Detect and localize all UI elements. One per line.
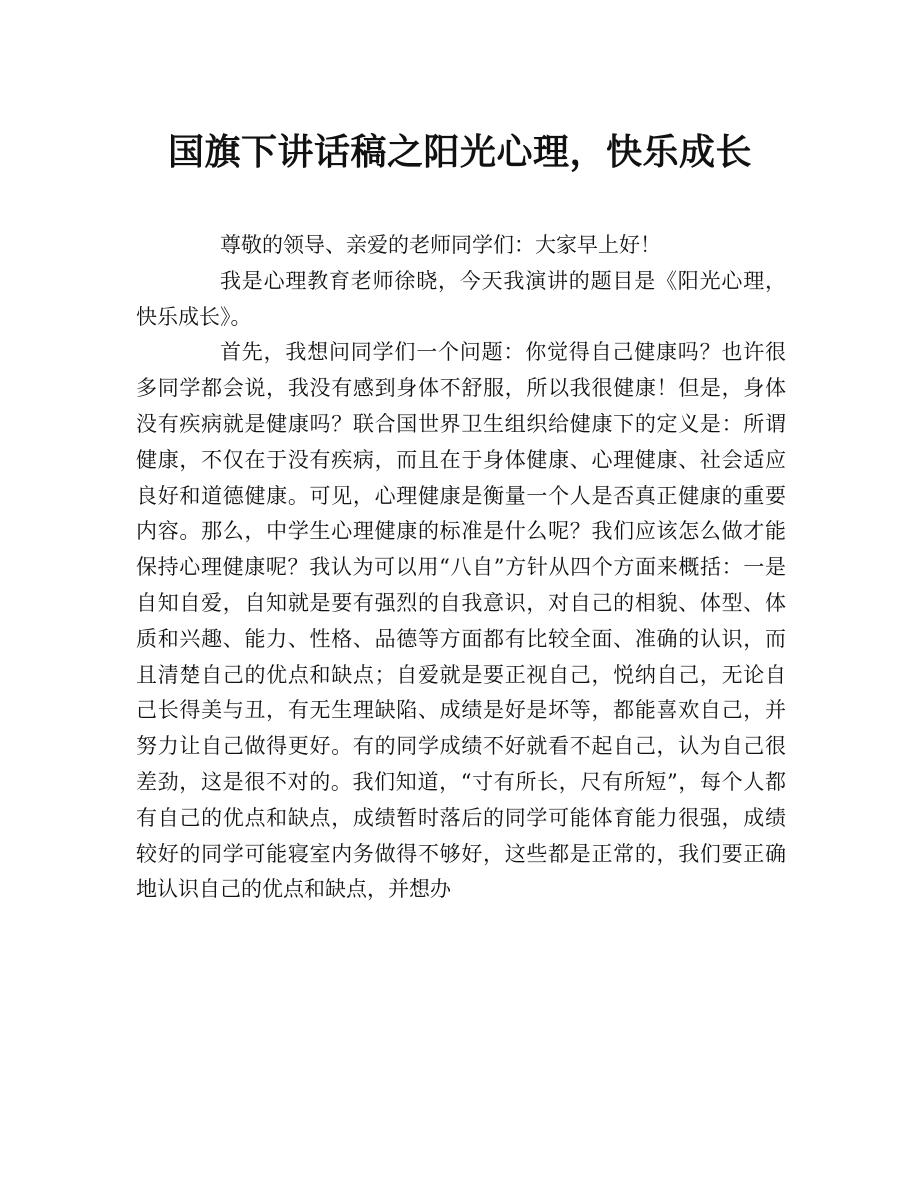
document-title: 国旗下讲话稿之阳光心理，快乐成长 [167, 131, 752, 173]
paragraph-greeting: 尊敬的领导、亲爱的老师同学们：大家早上好！ [220, 233, 661, 257]
paragraph-main: 首先，我想问同学们一个问题：你觉得自己健康吗？也许很多同学都会说，我没有感到身体不舒服，所以我很健康！但是，身体没有疾病就是健康吗？联合国世界卫生组织给健康下的定义是：所谓健康，不仅在于没有疾病，而且在于身体健康、心理健康、社会适应良好和道德健康。可见，心理健康是衡量一个人是否真正健康的重要内容。那么，中学生心理健康的标准是什么呢？我们应该怎么做才能保持心理健康呢？我认为可以用“八自”方针从四个方面来概括：一是自知自爱，自知就是要有强烈的自我意识，对自己的相貌、体型、体质和兴趣、能力、性格、品德等方面都有比较全面、准确的认识，而且清楚自己的优点和缺点；自爱就是要正视自己，悦纳自己，无论自己长得美与丑，有无生理缺陷、成绩是好是坏等，都能喜欢自己，并努力让自己做得更好。有的同学成绩不好就看不起自己，认为自己很差劲，这是很不对的。我们知道，“寸有所长，尺有所短”，每个人都有自己的优点和缺点，成绩暂时落后的同学可能体育能力很强，成绩较好的同学可能寝室内务做得不够好，这些都是正常的，我们要正确地认识自己的优点和缺点，并想办 [136, 340, 786, 902]
paragraph-introduction: 我是心理教育老师徐晓，今天我演讲的题目是《阳光心理，快乐成长》。 [136, 268, 786, 329]
document-body [136, 228, 786, 908]
